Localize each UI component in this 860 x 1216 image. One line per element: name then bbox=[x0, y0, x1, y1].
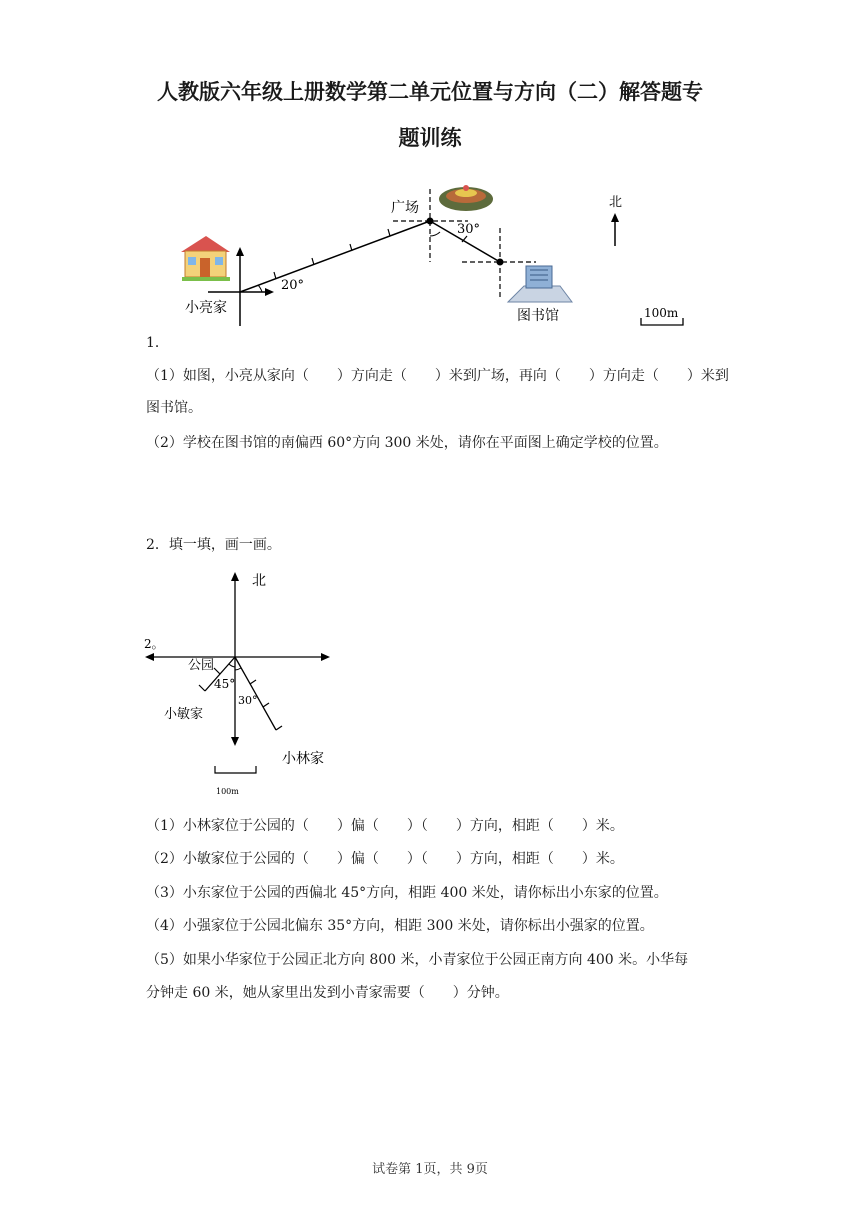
plaza-angle-label: 30° bbox=[457, 222, 481, 237]
north-label: 北 bbox=[609, 195, 623, 210]
q2-item-3: （3）小东家位于公园的西偏北 45°方向，相距 400 米处，请你标出小东家的位置。 bbox=[146, 885, 668, 901]
q2-item-4: （4）小强家位于公园北偏东 35°方向，相距 300 米处，请你标出小强家的位置。 bbox=[146, 918, 654, 934]
q1-route-map bbox=[170, 180, 700, 336]
q2-item-5-line1: （5）如果小华家位于公园正北方向 800 米，小青家位于公园正南方向 400 米。小华每 bbox=[146, 952, 689, 968]
home-angle-label: 20° bbox=[281, 278, 305, 293]
q2-heading: 2．填一填，画一画。 bbox=[146, 537, 281, 553]
library-building-icon bbox=[508, 266, 572, 302]
xiaomin-label: 小敏家 bbox=[164, 707, 204, 722]
park-label: 公园 bbox=[188, 658, 215, 673]
q2-item-1: （1）小林家位于公园的（ ）偏（ ）（ ）方向，相距（ ）米。 bbox=[146, 818, 624, 834]
home-label: 小亮家 bbox=[185, 300, 227, 316]
q1-part2: （2）学校在图书馆的南偏西 60°方向 300 米处，请你在平面图上确定学校的位置。 bbox=[146, 435, 668, 451]
xiaolin-label: 小林家 bbox=[282, 751, 324, 767]
page-title-line2: 题训练 bbox=[398, 126, 462, 150]
q1-part1-line1: （1）如图，小亮从家向（ ）方向走（ ）米到广场，再向（ ）方向走（ ）米到 bbox=[146, 368, 729, 384]
house-icon bbox=[181, 236, 230, 281]
angle-left-label: 45° bbox=[214, 677, 236, 691]
q2-park-map bbox=[144, 566, 344, 802]
scale-bar bbox=[215, 766, 256, 773]
edge-mark: 2。 bbox=[144, 637, 164, 651]
north-label: 北 bbox=[252, 573, 266, 589]
scale-label: 100m bbox=[216, 787, 239, 796]
q1-part1-line2: 图书馆。 bbox=[146, 400, 202, 416]
q1-number: 1． bbox=[146, 335, 169, 351]
route-home-to-plaza bbox=[240, 221, 430, 292]
q2-item-2: （2）小敏家位于公园的（ ）偏（ ）（ ）方向，相距（ ）米。 bbox=[146, 851, 624, 867]
angle-right-label: 30° bbox=[238, 694, 258, 707]
plaza-label: 广场 bbox=[391, 200, 419, 216]
q2-item-5-line2: 分钟走 60 米，她从家里出发到小青家需要（ ）分钟。 bbox=[146, 985, 509, 1001]
page-title-line1: 人教版六年级上册数学第二单元位置与方向（二）解答题专 bbox=[157, 80, 703, 104]
scale-label: 100m bbox=[644, 306, 679, 320]
library-label: 图书馆 bbox=[517, 308, 559, 324]
plaza-fountain-icon bbox=[439, 185, 493, 211]
north-arrowhead-icon bbox=[231, 572, 239, 581]
page-footer: 试卷第 1页，共 9页 bbox=[372, 1162, 488, 1177]
